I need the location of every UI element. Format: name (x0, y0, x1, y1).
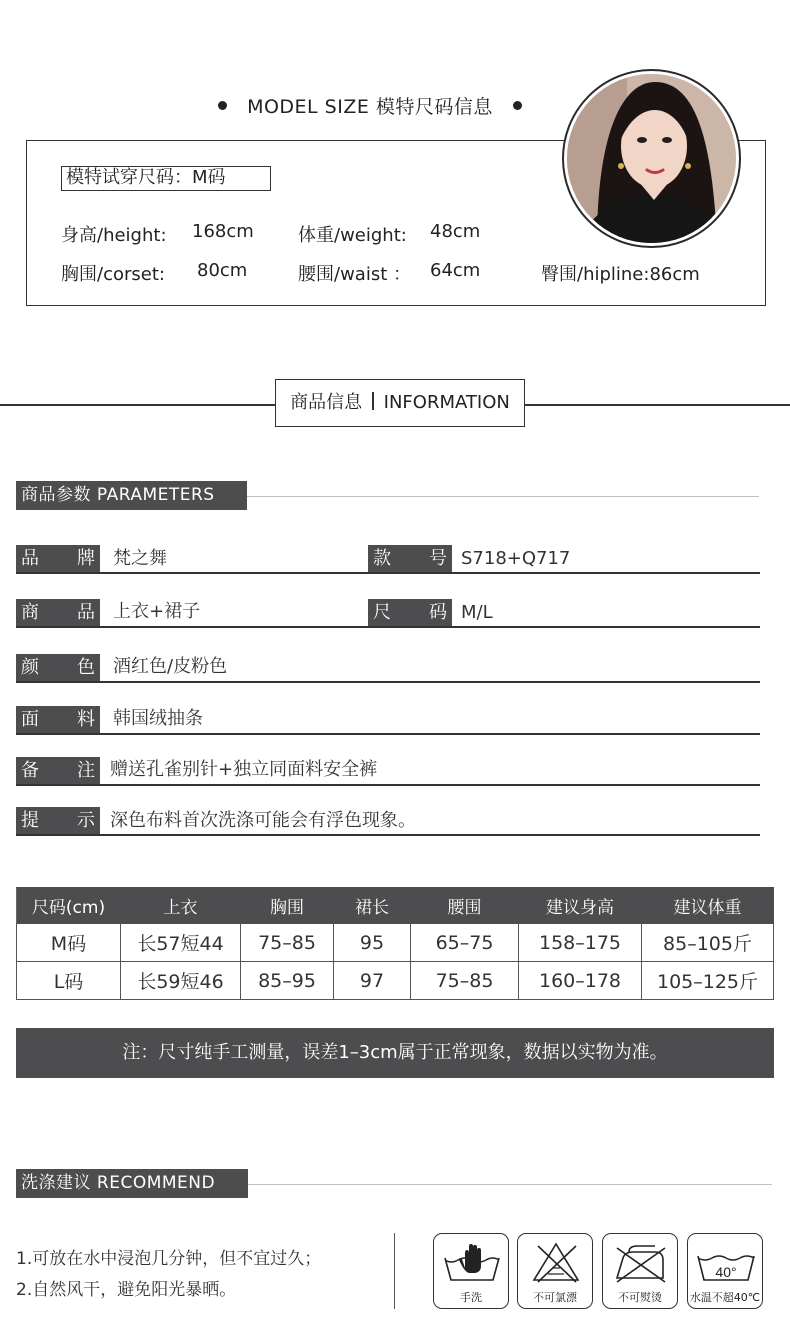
table-header-cell: 建议体重 (642, 888, 774, 924)
no-iron-icon: 不可熨烫 (602, 1233, 678, 1309)
row-line (16, 733, 760, 735)
recommend-heading: 洗涤建议 RECOMMEND (16, 1169, 248, 1198)
wash-tip: 2.自然风干，避免阳光暴晒。 (16, 1280, 237, 1300)
bullet-dot-icon (513, 101, 522, 110)
divider-line (247, 496, 759, 497)
size-table-header (17, 888, 774, 924)
table-row (17, 962, 774, 1000)
model-portrait-icon (567, 74, 736, 243)
param-value-size: M/L (461, 602, 493, 623)
table-header-cell: 上衣 (121, 888, 241, 924)
table-cell: 长57短44 (121, 924, 241, 962)
bullet-dot-icon (218, 101, 227, 110)
param-value-color: 酒红色/皮粉色 (113, 656, 228, 677)
param-value-remark: 赠送孔雀别针+独立同面料安全裤 (110, 759, 378, 780)
table-cell: M码 (17, 924, 121, 962)
no-bleach-icon: 不可氯漂 (517, 1233, 593, 1309)
size-table (16, 887, 774, 1000)
hand-wash-icon: 手洗 (433, 1233, 509, 1309)
measurement-note: 注：尺寸纯手工测量，误差1–3cm属于正常现象，数据以实物为准。 (16, 1028, 774, 1078)
param-label-fabric: 面 料 (16, 706, 100, 733)
param-label-size: 尺 码 (368, 599, 452, 626)
table-header-cell: 尺码(cm) (17, 888, 121, 924)
param-label-style: 款 号 (368, 545, 452, 572)
model-stat-corset: 胸围/corset: 80cm (61, 260, 248, 285)
table-header-cell: 胸围 (241, 888, 334, 924)
divider-line (248, 1184, 772, 1185)
model-tryon-size: 模特试穿尺码：M码 (61, 166, 271, 191)
table-header-cell: 裙长 (334, 888, 411, 924)
table-cell: 65–75 (411, 924, 519, 962)
param-label-remark: 备 注 (16, 757, 100, 784)
row-line (16, 784, 760, 786)
water-temp-icon: 40° 水温不超40℃ (687, 1233, 763, 1309)
table-cell: 158–175 (519, 924, 642, 962)
divider-line (0, 404, 275, 406)
table-cell: 160–178 (519, 962, 642, 1000)
param-value-product: 上衣+裙子 (113, 601, 201, 622)
table-cell: 75–85 (411, 962, 519, 1000)
param-label-brand: 品 牌 (16, 545, 100, 572)
param-label-tip: 提 示 (16, 807, 100, 834)
parameters-heading: 商品参数 PARAMETERS (16, 481, 247, 510)
param-value-tip: 深色布料首次洗涤可能会有浮色现象。 (110, 810, 416, 831)
table-cell: 95 (334, 924, 411, 962)
water-temp-value: 40° (715, 1264, 737, 1280)
model-stat-weight: 体重/weight: 48cm (298, 221, 481, 246)
table-cell: 105–125斤 (642, 962, 774, 1000)
table-header-cell: 建议身高 (519, 888, 642, 924)
table-cell: 97 (334, 962, 411, 1000)
table-cell: 85–105斤 (642, 924, 774, 962)
row-line (16, 572, 760, 574)
model-size-title: MODEL SIZE 模特尺码信息 (0, 92, 790, 119)
param-value-brand: 梵之舞 (113, 548, 167, 569)
param-label-color: 颜 色 (16, 654, 100, 681)
table-cell: L码 (17, 962, 121, 1000)
model-stat-height: 身高/height: 168cm (61, 221, 254, 246)
separator-bar (372, 392, 374, 410)
row-line (16, 626, 760, 628)
table-cell: 85–95 (241, 962, 334, 1000)
model-avatar (567, 74, 736, 243)
information-heading: 商品信息 INFORMATION (275, 379, 525, 427)
table-cell: 长59短46 (121, 962, 241, 1000)
wash-tip: 1.可放在水中浸泡几分钟，但不宜过久； (16, 1249, 322, 1269)
row-line (16, 681, 760, 683)
table-header-cell: 腰围 (411, 888, 519, 924)
table-cell: 75–85 (241, 924, 334, 962)
row-line (16, 834, 760, 836)
divider-line (525, 404, 790, 406)
table-row (17, 924, 774, 962)
param-value-style: S718+Q717 (461, 548, 571, 569)
model-stat-waist: 腰围/waist ： 64cm (298, 260, 481, 285)
divider-line (394, 1233, 395, 1309)
param-label-product: 商 品 (16, 599, 100, 626)
param-value-fabric: 韩国绒抽条 (113, 708, 203, 729)
model-stat-hipline: 臀围/hipline:86cm (541, 264, 700, 285)
